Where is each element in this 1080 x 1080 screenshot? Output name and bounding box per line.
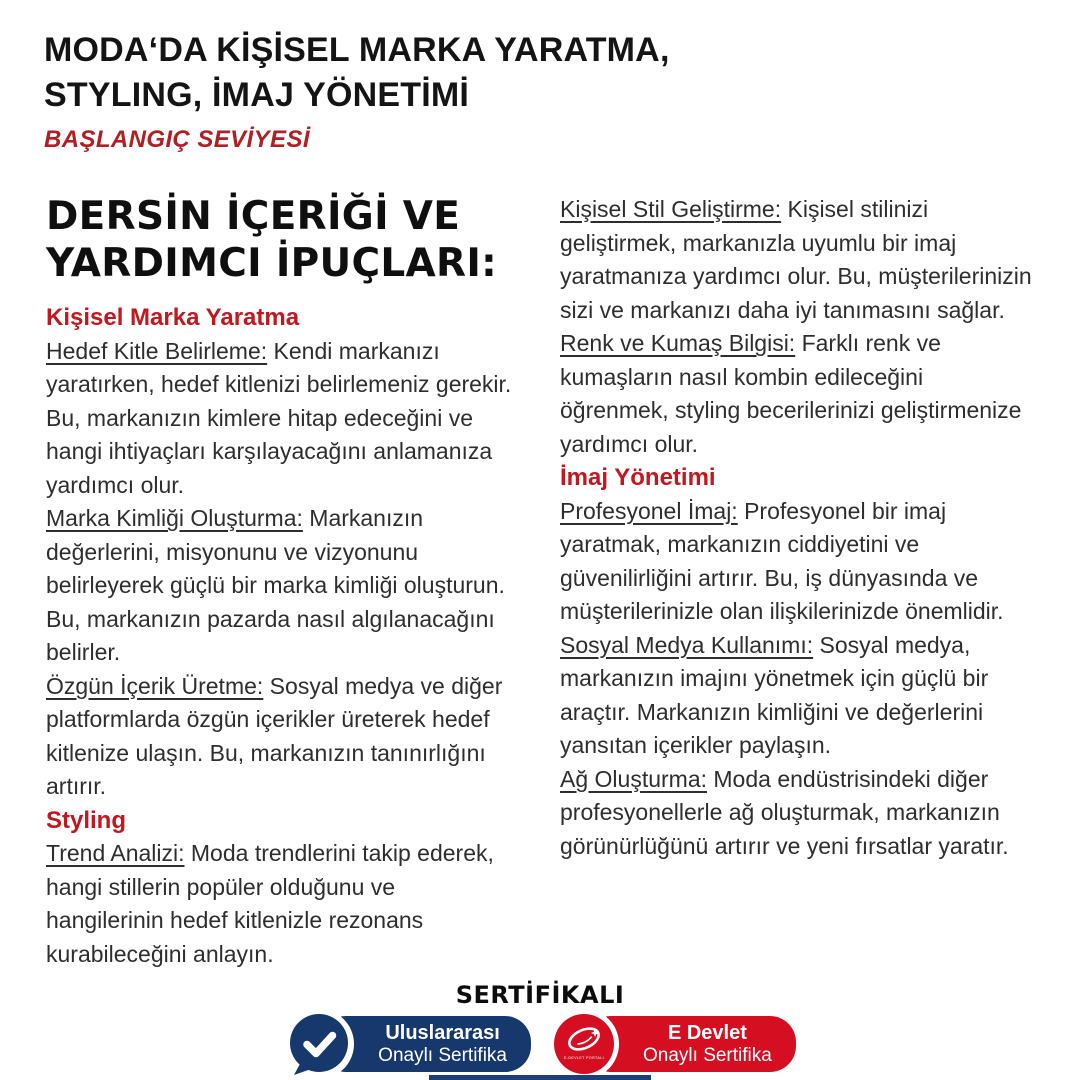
left-column (46, 193, 516, 971)
badge-title: E Devlet (667, 1021, 747, 1044)
item-lead: Sosyal Medya Kullanımı: (560, 631, 814, 658)
page-title-line2: STYLING, İMAJ YÖNETİMİ (44, 76, 470, 114)
content-heading-line1: DERSİN İÇERİĞİ VE (46, 194, 461, 239)
left-column-blocks (46, 301, 516, 971)
content-paragraph (46, 837, 516, 971)
item-lead: Renk ve Kumaş Bilgisi: (560, 330, 796, 356)
item-lead: Hedef Kitle Belirleme: (46, 337, 268, 364)
item-body: Moda trendlerini takip ederek, hangi stillerin popüler olduğunu ve hangilerinin hedef kitlenizle rezonans kurabileceğini anlayın. (46, 840, 494, 967)
section-header: Styling (46, 806, 127, 834)
content-paragraph (560, 193, 1036, 327)
badge-subtitle: Onaylı Sertifika (643, 1044, 772, 1066)
course-level-label: BAŞLANGIÇ SEVİYESİ (44, 126, 310, 153)
item-body: Farklı renk ve kumaşların nasıl kombin edileceğini öğrenmek, styling becerilerinizi geliştirmenize yardımcı olur. (560, 330, 1022, 457)
international-certificate-badge (320, 1016, 531, 1072)
item-body: Moda endüstrisindeki diğer profesyonellerle ağ oluşturmak, markanızın görünürlüğünü artırır ve yeni fırsatlar yaratır. (560, 765, 1009, 859)
section-header: Kişisel Marka Yaratma (46, 304, 300, 331)
certified-heading: SERTİFİKALI (455, 981, 625, 1009)
item-body: Sosyal medya, markanızın imajını yönetmek için güçlü bir araçtır. Markanızın kimliğini ve değerlerini yansıtan içerikler paylaşın. (560, 631, 989, 758)
right-column (560, 193, 1036, 971)
content-paragraph (560, 629, 1036, 763)
item-lead: Profesyonel İmaj: (560, 497, 738, 524)
item-body: Kişisel stilinizi geliştirmek, markanızla uyumlu bir imaj yaratmanıza yardımcı olur. Bu, müşterilerinizin sizi ve markanızı daha iyi tanımasını sağlar. (560, 196, 1032, 323)
badge-subtitle: Onaylı Sertifika (378, 1044, 507, 1066)
certificate-badges (284, 1016, 796, 1072)
content-heading (46, 193, 516, 287)
edevlet-certificate-badge (564, 1016, 796, 1072)
item-lead: Ağ Oluşturma: (560, 765, 707, 792)
content-paragraph (560, 327, 1036, 461)
item-body: Markanızın değerlerini, misyonunu ve vizyonunu belirleyerek güçlü bir marka kimliği oluşturun. Bu, markanızın pazarda nasıl algılanacağını belirler. (46, 505, 505, 665)
check-seal-icon (284, 1009, 354, 1079)
footer (0, 981, 1080, 1072)
content-heading-line2: YARDIMCI İPUÇLARI: (46, 241, 498, 286)
content-paragraph (46, 502, 516, 670)
content-paragraph (46, 335, 516, 503)
section-header: İmaj Yönetimi (560, 464, 716, 491)
item-lead: Trend Analizi: (46, 840, 185, 866)
page-title-line1: MODA‘DA KİŞİSEL MARKA YARATMA, (44, 31, 670, 69)
item-lead: Özgün İçerik Üretme: (46, 672, 264, 699)
page-title (44, 28, 1036, 118)
content-paragraph (46, 670, 516, 804)
content-paragraph (560, 763, 1036, 864)
header (44, 28, 1036, 154)
badge-title: Uluslararası (385, 1021, 500, 1044)
item-body: Sosyal medya ve diğer platformlarda özgün içerikler üreterek hedef kitlenize ulaşın. Bu, markanızın tanınırlığını artırır. (46, 672, 503, 799)
item-lead: Kişisel Stil Geliştirme: (560, 196, 782, 222)
item-body: Profesyonel bir imaj yaratmak, markanızın ciddiyetini ve güvenilirliğini artırır. Bu, iş dünyasında ve müşterilerinizle olan ilişkilerinizde önemlidir. (560, 497, 1004, 624)
cutoff-bottom-element (429, 1075, 651, 1080)
right-column-blocks (560, 193, 1036, 863)
item-lead: Marka Kimliği Oluşturma: (46, 505, 303, 531)
edevlet-icon (549, 1009, 619, 1079)
content-columns (46, 193, 1036, 971)
item-body: Kendi markanızı yaratırken, hedef kitlenizi belirlemeniz gerekir. Bu, markanızın kimlere hitap edeceğini ve hangi ihtiyaçları karşılayacağını anlamanıza yardımcı olur. (46, 337, 512, 498)
edevlet-icon-caption: E-DEVLET PORTALI (564, 1056, 604, 1060)
content-paragraph (560, 495, 1036, 629)
